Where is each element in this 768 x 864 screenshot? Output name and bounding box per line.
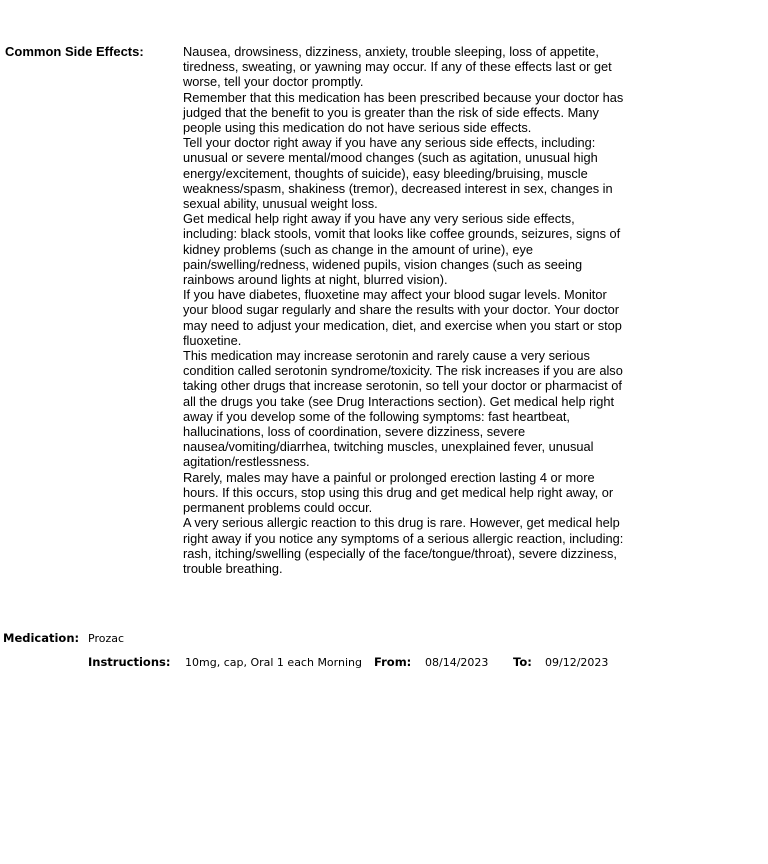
side-effects-paragraph: If you have diabetes, fluoxetine may affect your blood sugar levels. Monitor your blood sugar regularly and share the results with your doctor. Your doctor may need to adjust your medication, diet, and exercise when you start or stop fluoxetine.	[183, 287, 622, 348]
common-side-effects-label: Common Side Effects:	[5, 44, 144, 59]
side-effects-paragraph: Get medical help right away if you have any very serious side effects, including: black stools, vomit that looks like coffee grounds, seizures, signs of kidney problems (such as change in the amount of urine), eye pain/swelling/redness, widened pupils, vision changes (such as seeing rainbows around lights at night, blurred vision).	[183, 211, 621, 288]
instructions-value: 10mg, cap, Oral 1 each Morning	[185, 656, 362, 669]
to-date-value: 09/12/2023	[545, 656, 609, 669]
medication-label: Medication:	[3, 631, 80, 645]
side-effects-paragraph: Remember that this medication has been prescribed because your doctor has judged that the benefit to you is greater than the risk of side effects. Many people using this medication do not have serious side effects.	[183, 89, 624, 136]
side-effects-paragraph: Rarely, males may have a painful or prolonged erection lasting 4 or more hours. If this occurs, stop using this drug and get medical help right away, or permanent problems could occur.	[183, 469, 614, 516]
side-effects-paragraph: Tell your doctor right away if you have any serious side effects, including: unusual or severe mental/mood changes (such as agitation, unusual high energy/excitement, thoughts of suicide), easy bleeding/bruising, muscle weakness/spasm, shakiness (tremor), decreased interest in sex, changes in sexual ability, unusual weight loss.	[183, 135, 613, 212]
side-effects-paragraph: This medication may increase serotonin and rarely cause a very serious condition called serotonin syndrome/toxicity. The risk increases if you are also taking other drugs that increase serotonin, so tell your doctor or pharmacist of all the drugs you take (see Drug Interactions section). Get medical help right away if you develop some of the following symptoms: fast heartbeat, hallucinations, loss of coordination, severe dizziness, severe nausea/vomiting/diarrhea, twitching muscles, unexplained fever, unusual agitation/restlessness.	[183, 348, 623, 470]
side-effects-text	[183, 44, 628, 576]
to-label: To:	[513, 655, 532, 669]
instructions-label: Instructions:	[88, 655, 171, 669]
side-effects-paragraph: A very serious allergic reaction to this drug is rare. However, get medical help right away if you notice any symptoms of a serious allergic reaction, including: rash, itching/swelling (especially of the face/tongue/throat), severe dizziness, trouble breathing.	[183, 515, 624, 576]
medication-value: Prozac	[88, 632, 125, 645]
from-label: From:	[374, 655, 412, 669]
side-effects-paragraph: Nausea, drowsiness, dizziness, anxiety, trouble sleeping, loss of appetite, tiredness, sweating, or yawning may occur. If any of these effects last or get worse, tell your doctor promptly.	[183, 44, 612, 90]
from-date-value: 08/14/2023	[425, 656, 489, 669]
